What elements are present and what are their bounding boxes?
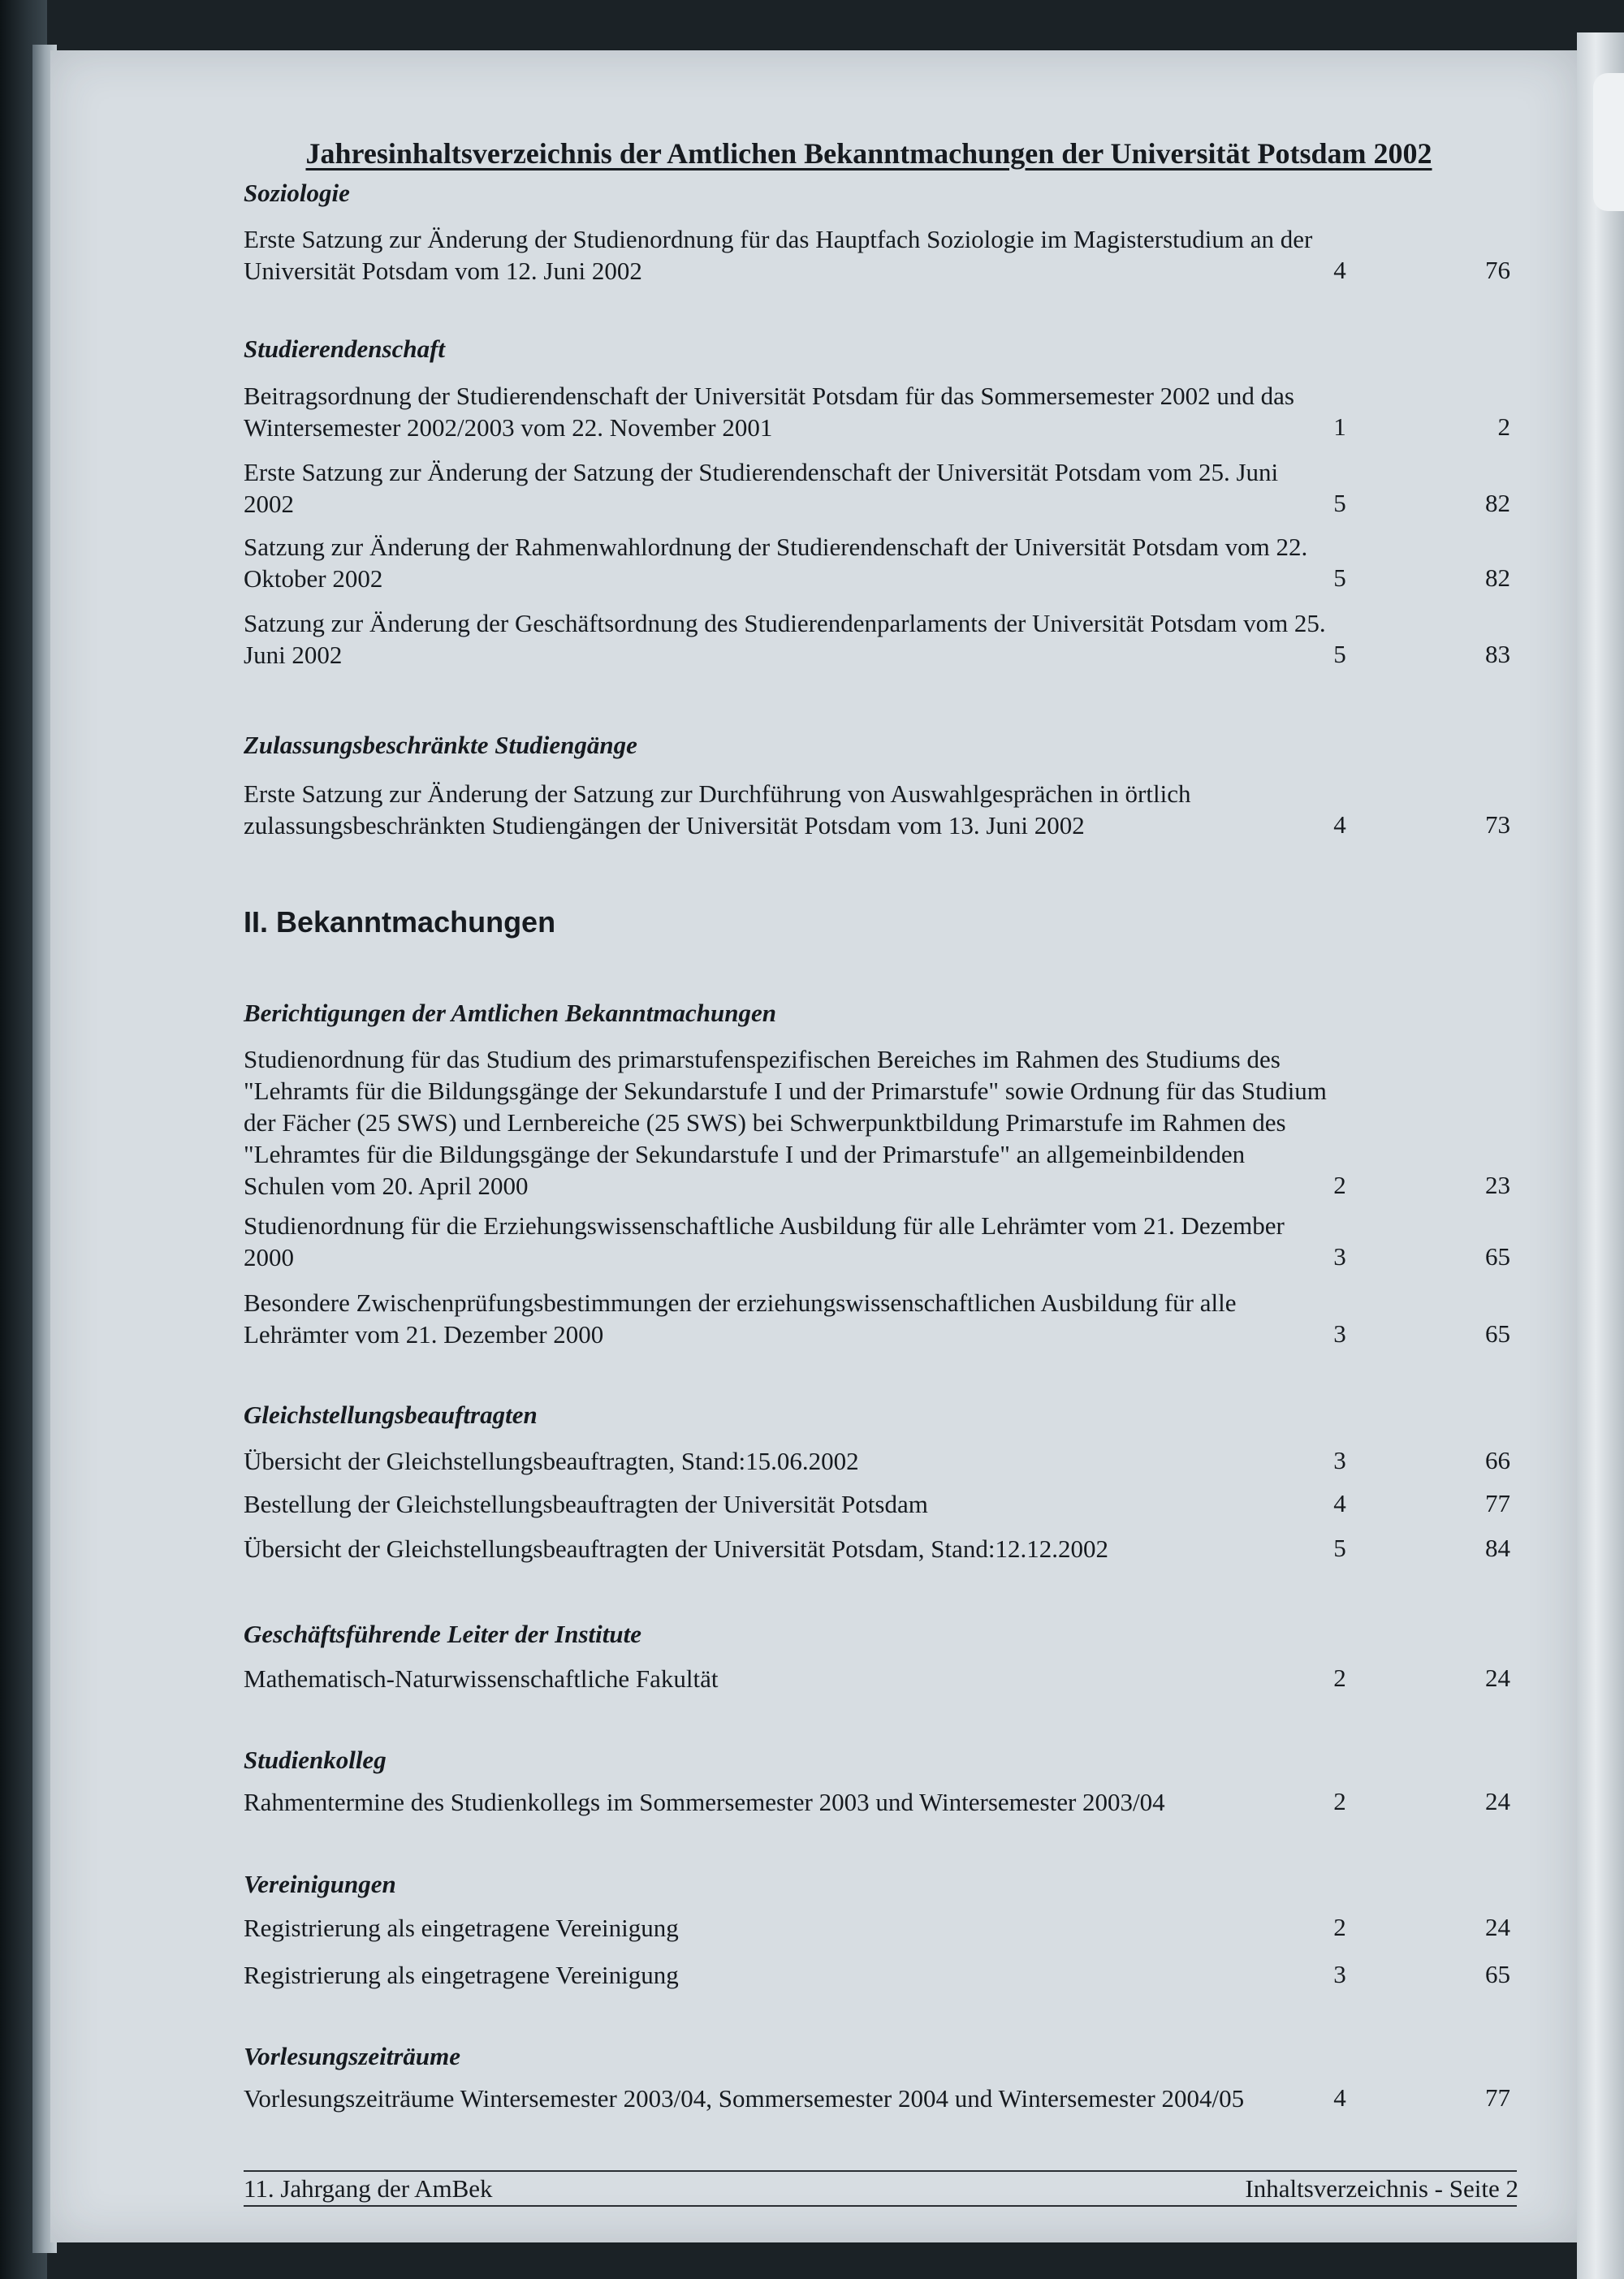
section-heading-studierendenschaft: Studierendenschaft bbox=[244, 335, 446, 363]
entry-page: 82 bbox=[1485, 563, 1510, 592]
entry-page: 84 bbox=[1485, 1534, 1510, 1562]
section-heading-soziologie: Soziologie bbox=[244, 179, 350, 207]
entry-title: Registrierung als eingetragene Vereinigung bbox=[244, 1961, 679, 1989]
right-page-tab bbox=[1593, 73, 1624, 211]
footer-rule bbox=[244, 2170, 1517, 2172]
entry-title: Registrierung als eingetragene Vereinigung bbox=[244, 1914, 679, 1942]
toc-entry bbox=[244, 380, 1510, 443]
entry-page: 83 bbox=[1485, 640, 1510, 668]
entry-issue: 3 bbox=[1333, 1446, 1346, 1474]
entry-issue: 2 bbox=[1333, 1664, 1346, 1692]
entry-page: 76 bbox=[1485, 256, 1510, 284]
entry-title: Satzung zur Änderung der Geschäftsordnung des Studierendenparlaments der Universität Potsdam vom 25. Juni 2002 bbox=[244, 609, 1326, 669]
toc-entry bbox=[244, 1663, 1510, 1694]
section-heading-zulassung: Zulassungsbeschränkte Studiengänge bbox=[244, 731, 637, 759]
entry-title: Studienordnung für das Studium des primarstufenspezifischen Bereiches im Rahmen des Studiums des "Lehramts für die Bildungsgänge der Sekundarstufe I und der Primarstufe" sowie Ordnung für das Studium der Fächer (25 SWS) und Lernbereiche (25 SWS) bei Schwerpunktbildung Primarstufe im Rahmen des "Lehramtes für die Bildungsgänge der Sekundarstufe I und der Primarstufe" an allgemeinbildenden Schulen vom 20. April 2000 bbox=[244, 1045, 1327, 1200]
right-page-edge bbox=[1577, 32, 1624, 2279]
entry-issue: 4 bbox=[1333, 810, 1346, 839]
entry-page: 65 bbox=[1485, 1319, 1510, 1348]
toc-entry bbox=[244, 1959, 1510, 1991]
section-heading-vereinigungen: Vereinigungen bbox=[244, 1870, 396, 1898]
toc-entry bbox=[244, 1445, 1510, 1477]
section-heading-vorlesungszeitraeume: Vorlesungszeiträume bbox=[244, 2042, 461, 2070]
entry-title: Satzung zur Änderung der Rahmenwahlordnung der Studierendenschaft der Universität Potsdam vom 22. Oktober 2002 bbox=[244, 533, 1308, 593]
entry-page: 65 bbox=[1485, 1242, 1510, 1271]
entry-page: 77 bbox=[1485, 1489, 1510, 1517]
entry-page: 24 bbox=[1485, 1787, 1510, 1815]
entry-page: 73 bbox=[1485, 810, 1510, 839]
toc-entry bbox=[244, 1043, 1510, 1202]
toc-entry bbox=[244, 1488, 1510, 1520]
toc-entry bbox=[244, 1210, 1510, 1273]
entry-issue: 3 bbox=[1333, 1242, 1346, 1271]
toc-entry bbox=[244, 1912, 1510, 1944]
section-heading-studienkolleg: Studienkolleg bbox=[244, 1746, 387, 1774]
entry-page: 2 bbox=[1497, 412, 1510, 441]
toc-entry bbox=[244, 1287, 1510, 1350]
entry-issue: 1 bbox=[1333, 412, 1346, 441]
entry-page: 23 bbox=[1485, 1171, 1510, 1199]
entry-issue: 2 bbox=[1333, 1787, 1346, 1815]
toc-entry bbox=[244, 778, 1510, 841]
entry-issue: 4 bbox=[1333, 1489, 1346, 1517]
entry-title: Mathematisch-Naturwissenschaftliche Fakultät bbox=[244, 1664, 719, 1693]
entry-title: Rahmentermine des Studienkollegs im Sommersemester 2003 und Wintersemester 2003/04 bbox=[244, 1788, 1165, 1816]
toc-entry bbox=[244, 456, 1510, 520]
entry-title: Vorlesungszeiträume Wintersemester 2003/04, Sommersemester 2004 und Wintersemester 2004/05 bbox=[244, 2084, 1245, 2113]
entry-page: 66 bbox=[1485, 1446, 1510, 1474]
entry-issue: 2 bbox=[1333, 1913, 1346, 1941]
entry-title: Erste Satzung zur Änderung der Satzung der Studierendenschaft der Universität Potsdam vom 25. Juni 2002 bbox=[244, 458, 1279, 518]
entry-page: 24 bbox=[1485, 1913, 1510, 1941]
footer-rule-bottom bbox=[244, 2205, 1517, 2207]
entry-page: 24 bbox=[1485, 1664, 1510, 1692]
toc-entry bbox=[244, 531, 1510, 594]
section-heading-leiter: Geschäftsführende Leiter der Institute bbox=[244, 1620, 641, 1648]
entry-title: Beitragsordnung der Studierendenschaft der Universität Potsdam für das Sommersemester 2002 und das Wintersemester 2002/2003 vom 22. November 2001 bbox=[244, 382, 1294, 442]
entry-issue: 5 bbox=[1333, 563, 1346, 592]
toc-entry bbox=[244, 1786, 1510, 1818]
part-heading-bekanntmachungen: II. Bekanntmachungen bbox=[244, 905, 556, 939]
entry-issue: 5 bbox=[1333, 1534, 1346, 1562]
entry-title: Erste Satzung zur Änderung der Satzung zur Durchführung von Auswahlgesprächen in örtlich zulassungsbeschränkten Studiengängen der Universität Potsdam vom 13. Juni 2002 bbox=[244, 779, 1191, 840]
entry-issue: 5 bbox=[1333, 640, 1346, 668]
entry-title: Studienordnung für die Erziehungswissenschaftliche Ausbildung für alle Lehrämter vom 21. Dezember 2000 bbox=[244, 1211, 1285, 1271]
toc-entry bbox=[244, 2083, 1510, 2114]
document-title: Jahresinhaltsverzeichnis der Amtlichen Bekanntmachungen der Universität Potsdam 2002 bbox=[305, 137, 1432, 170]
entry-issue: 3 bbox=[1333, 1960, 1346, 1988]
entry-issue: 5 bbox=[1333, 489, 1346, 517]
entry-title: Besondere Zwischenprüfungsbestimmungen der erziehungswissenschaftlichen Ausbildung für alle Lehrämter vom 21. Dezember 2000 bbox=[244, 1288, 1237, 1349]
toc-entry bbox=[244, 1533, 1510, 1565]
toc-entry bbox=[244, 607, 1510, 671]
entry-page: 77 bbox=[1485, 2083, 1510, 2112]
section-heading-berichtigungen: Berichtigungen der Amtlichen Bekanntmachungen bbox=[244, 999, 776, 1027]
entry-title: Übersicht der Gleichstellungsbeauftragten, Stand:15.06.2002 bbox=[244, 1447, 859, 1475]
toc-entry bbox=[244, 223, 1510, 287]
entry-page: 65 bbox=[1485, 1960, 1510, 1988]
entry-issue: 4 bbox=[1333, 2083, 1346, 2112]
footer-page-label: Inhaltsverzeichnis - Seite 2 bbox=[1245, 2174, 1518, 2203]
entry-issue: 2 bbox=[1333, 1171, 1346, 1199]
entry-title: Bestellung der Gleichstellungsbeauftragten der Universität Potsdam bbox=[244, 1490, 928, 1518]
entry-title: Erste Satzung zur Änderung der Studienordnung für das Hauptfach Soziologie im Magisterstudium an der Universität Potsdam vom 12. Juni 2002 bbox=[244, 225, 1313, 285]
entry-issue: 4 bbox=[1333, 256, 1346, 284]
entry-page: 82 bbox=[1485, 489, 1510, 517]
section-heading-gleichstellung: Gleichstellungsbeauftragten bbox=[244, 1401, 538, 1429]
entry-title: Übersicht der Gleichstellungsbeauftragten der Universität Potsdam, Stand:12.12.2002 bbox=[244, 1534, 1108, 1563]
entry-issue: 3 bbox=[1333, 1319, 1346, 1348]
footer-volume: 11. Jahrgang der AmBek bbox=[244, 2174, 493, 2203]
